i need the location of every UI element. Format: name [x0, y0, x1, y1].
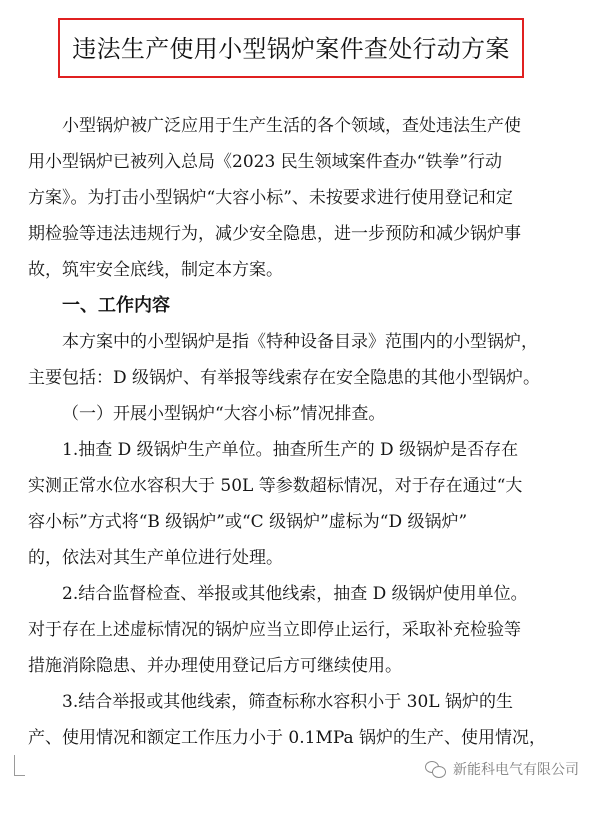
- paragraph-line: 容小标”方式将“B 级锅炉”或“C 级锅炉”虚标为“D 级锅炉”: [28, 512, 468, 532]
- paragraph-line: 用小型锅炉已被列入总局《2023 民生领域案件查办“铁拳”行动: [28, 152, 503, 172]
- paragraph-line: 对于存在上述虚标情况的锅炉应当立即停止运行，采取补充检验等: [28, 620, 521, 640]
- paragraph-line: 的，依法对其生产单位进行处理。: [28, 548, 283, 568]
- paragraph-line: 期检验等违法违规行为，减少安全隐患，进一步预防和减少锅炉事: [28, 224, 521, 244]
- paragraph-line: 措施消除隐患、并办理使用登记后方可继续使用。: [28, 656, 402, 676]
- paragraph-line: 小型锅炉被广泛应用于生产生活的各个领域，查处违法生产使: [62, 116, 521, 136]
- page-corner-mark: [14, 755, 25, 776]
- section-heading: 一、工作内容: [62, 295, 170, 316]
- paragraph-line: 1.抽查 D 级锅炉生产单位。抽查所生产的 D 级锅炉是否存在: [62, 440, 519, 460]
- document-title: 违法生产使用小型锅炉案件查处行动方案: [72, 35, 510, 63]
- paragraph-line: 方案》。为打击小型锅炉“大容小标”、未按要求进行使用登记和定: [28, 188, 513, 208]
- paragraph-line: 实测正常水位水容积大于 50L 等参数超标情况，对于存在通过“大: [28, 476, 523, 496]
- watermark-text: 新能科电气有限公司: [453, 762, 579, 778]
- paragraph-line: 主要包括：D 级锅炉、有举报等线索存在安全隐患的其他小型锅炉。: [28, 368, 541, 388]
- paragraph-line: 2.结合监督检查、举报或其他线索，抽查 D 级锅炉使用单位。: [62, 584, 528, 604]
- paragraph-line: 本方案中的小型锅炉是指《特种设备目录》范围内的小型锅炉，: [62, 332, 538, 352]
- subsection-heading: （一）开展小型锅炉“大容小标”情况排查。: [62, 404, 386, 424]
- wechat-icon: [425, 760, 447, 778]
- watermark: [425, 757, 579, 781]
- paragraph-line: 产、使用情况和额定工作压力小于 0.1MPa 锅炉的生产、使用情况，: [28, 728, 547, 748]
- title-highlight-box: [58, 18, 524, 78]
- paragraph-line: 故，筑牢安全底线，制定本方案。: [28, 260, 283, 280]
- paragraph-line: 3.结合举报或其他线索，筛查标称水容积小于 30L 锅炉的生: [62, 692, 513, 712]
